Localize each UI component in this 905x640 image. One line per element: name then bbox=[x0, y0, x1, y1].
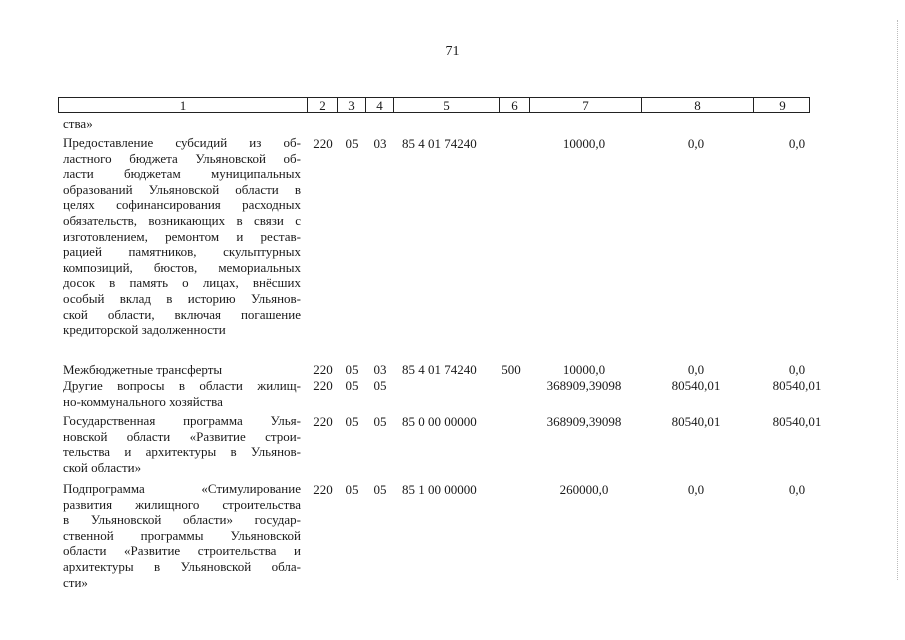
table-row bbox=[63, 413, 301, 475]
row-description-line: особый вклад в историю Ульянов- bbox=[63, 290, 301, 306]
header-col-1: 1 bbox=[179, 98, 187, 113]
row-value-8: 0,0 bbox=[687, 136, 705, 151]
row-value-7: 260000,0 bbox=[559, 482, 609, 497]
row-description-line: ласти бюджетам муниципальных bbox=[63, 166, 301, 182]
row-description-line: Государственная программа Улья- bbox=[63, 413, 301, 428]
row-description-line: но-коммунального хозяйства bbox=[63, 393, 223, 409]
row-description-line: целях софинансирования расходных bbox=[63, 197, 301, 213]
header-col-7: 7 bbox=[529, 98, 641, 113]
page-number: 71 bbox=[445, 44, 460, 59]
row-value-7: 368909,39098 bbox=[546, 378, 622, 393]
row-description-line: Подпрограмма «Стимулирование bbox=[63, 481, 301, 496]
row-description-line: ства» bbox=[63, 116, 93, 131]
row-value-9: 80540,01 bbox=[772, 378, 822, 393]
row-code-6: 500 bbox=[501, 362, 521, 377]
row-description-line: Другие вопросы в области жилищ- bbox=[63, 378, 301, 393]
row-value-8: 80540,01 bbox=[671, 378, 721, 393]
row-code-5: 85 1 00 00000 bbox=[402, 482, 477, 497]
row-value-8: 0,0 bbox=[687, 482, 705, 497]
row-value-8: 0,0 bbox=[687, 362, 705, 377]
row-code-3: 05 bbox=[345, 136, 359, 151]
row-code-2: 220 bbox=[313, 482, 333, 497]
row-description-line: ластного бюджета Ульяновской об- bbox=[63, 150, 301, 166]
table-row bbox=[63, 362, 301, 378]
table-row bbox=[63, 116, 301, 132]
row-code-4: 05 bbox=[373, 378, 387, 393]
row-code-3: 05 bbox=[345, 378, 359, 393]
scan-margin-mark bbox=[897, 20, 899, 580]
row-description-line: тельства и архитектуры в Ульянов- bbox=[63, 444, 301, 460]
header-col-5: 5 bbox=[393, 98, 499, 113]
header-col-4: 4 bbox=[365, 98, 393, 113]
row-code-2: 220 bbox=[313, 414, 333, 429]
row-value-7: 368909,39098 bbox=[546, 414, 622, 429]
row-value-9: 80540,01 bbox=[772, 414, 822, 429]
row-value-9: 0,0 bbox=[788, 362, 806, 377]
row-code-5: 85 4 01 74240 bbox=[402, 136, 477, 151]
row-code-4: 03 bbox=[373, 362, 387, 377]
row-description-line: сти» bbox=[63, 574, 88, 590]
header-col-9: 9 bbox=[753, 98, 811, 113]
table-row bbox=[63, 481, 301, 590]
table-header bbox=[58, 97, 810, 113]
row-code-5: 85 0 00 00000 bbox=[402, 414, 477, 429]
row-description-line: новской области «Развитие строи- bbox=[63, 428, 301, 444]
header-col-6: 6 bbox=[499, 98, 529, 113]
row-code-4: 05 bbox=[373, 482, 387, 497]
row-code-2: 220 bbox=[313, 136, 333, 151]
row-description-line: архитектуры в Ульяновской обла- bbox=[63, 558, 301, 574]
row-value-9: 0,0 bbox=[788, 482, 806, 497]
row-code-4: 03 bbox=[373, 136, 387, 151]
row-code-4: 05 bbox=[373, 414, 387, 429]
row-code-2: 220 bbox=[313, 378, 333, 393]
row-description-line: рацией памятников, скульптурных bbox=[63, 244, 301, 260]
row-description-line: развития жилищного строительства bbox=[63, 496, 301, 512]
row-description-line: досок в память о лицах, внёсших bbox=[63, 275, 301, 291]
row-value-7: 10000,0 bbox=[562, 136, 606, 151]
row-description-line: ской области» bbox=[63, 459, 142, 475]
row-description-line: Межбюджетные трансферты bbox=[63, 362, 223, 377]
row-code-3: 05 bbox=[345, 482, 359, 497]
row-description-line: ственной программы Ульяновской bbox=[63, 527, 301, 543]
row-value-9: 0,0 bbox=[788, 136, 806, 151]
row-value-8: 80540,01 bbox=[671, 414, 721, 429]
row-code-3: 05 bbox=[345, 362, 359, 377]
row-value-7: 10000,0 bbox=[562, 362, 606, 377]
header-col-8: 8 bbox=[641, 98, 753, 113]
row-description-line: композиций, бюстов, мемориальных bbox=[63, 259, 301, 275]
row-description-line: Предоставление субсидий из об- bbox=[63, 135, 301, 150]
row-code-5: 85 4 01 74240 bbox=[402, 362, 477, 377]
row-description-line: области «Развитие строительства и bbox=[63, 543, 301, 559]
header-col-3: 3 bbox=[337, 98, 365, 113]
row-description-line: в Ульяновской области» государ- bbox=[63, 512, 301, 528]
row-description-line: кредиторской задолженности bbox=[63, 322, 226, 338]
table-row bbox=[63, 378, 301, 409]
row-code-3: 05 bbox=[345, 414, 359, 429]
row-description-line: изготовлением, ремонтом и рестав- bbox=[63, 228, 301, 244]
header-col-2: 2 bbox=[307, 98, 337, 113]
row-code-2: 220 bbox=[313, 362, 333, 377]
row-description-line: ской области, включая погашение bbox=[63, 306, 301, 322]
row-description-line: образований Ульяновской области в bbox=[63, 181, 301, 197]
table-row bbox=[63, 135, 301, 338]
row-description-line: обязательств, возникающих в связи с bbox=[63, 212, 301, 228]
